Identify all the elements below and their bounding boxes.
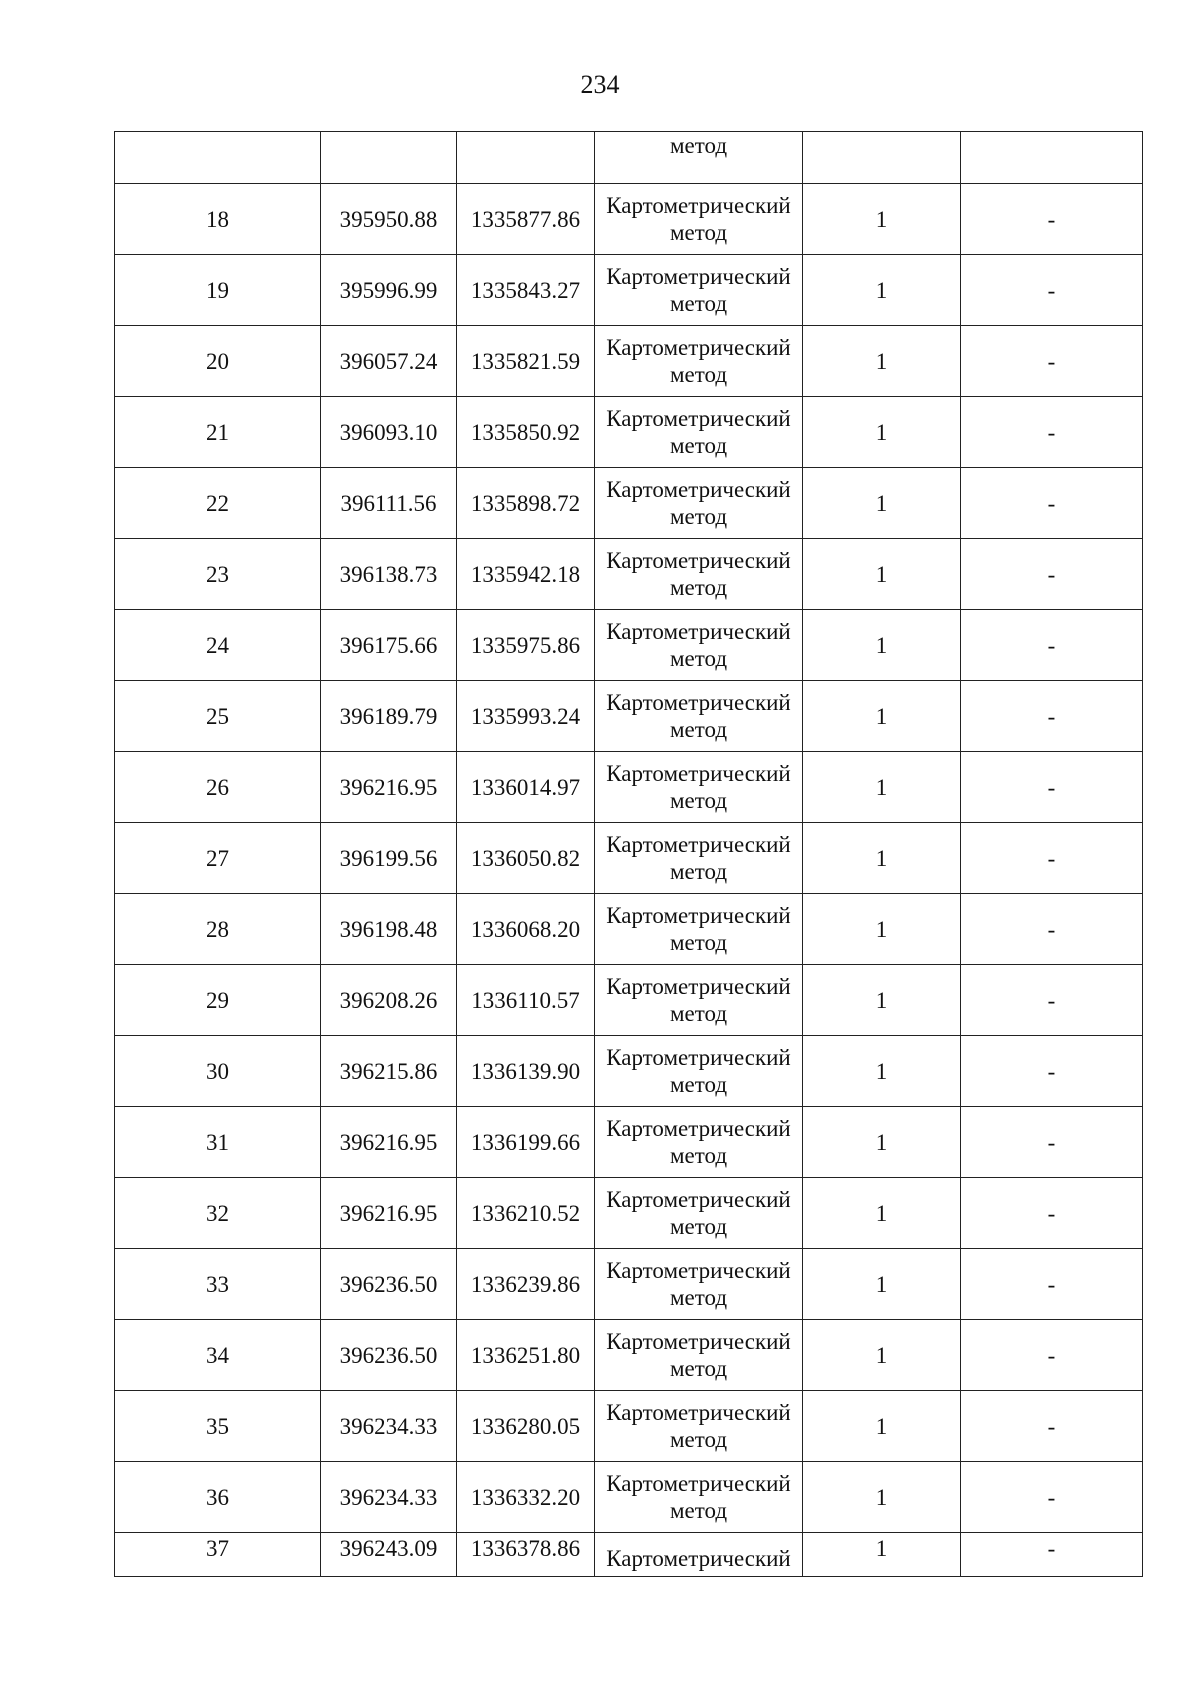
- method-line-2: метод: [669, 504, 728, 529]
- method-line-1: Картометрический: [606, 690, 791, 715]
- method-line-2: метод: [669, 1072, 728, 1097]
- method-cell: [595, 681, 803, 752]
- y-coordinate-cell: 1336251.80: [457, 1320, 595, 1391]
- y-coordinate-cell: 1336239.86: [457, 1249, 595, 1320]
- accuracy-cell: 1: [803, 965, 961, 1036]
- table-row: [115, 326, 1143, 397]
- method-line-2: метод: [669, 788, 728, 813]
- method-line-1: Картометрический: [606, 1045, 791, 1070]
- method-line-1: Картометрический: [606, 264, 791, 289]
- method-line-1: Картометрический: [606, 1400, 791, 1425]
- x-coordinate-cell: 396215.86: [321, 1036, 457, 1107]
- table-row: [115, 1107, 1143, 1178]
- table-row: [115, 468, 1143, 539]
- y-coordinate-cell: 1336332.20: [457, 1462, 595, 1533]
- accuracy-cell: 1: [803, 1391, 961, 1462]
- note-cell: -: [961, 965, 1143, 1036]
- method-line-2: метод: [669, 1143, 728, 1168]
- point-number-cell: 33: [115, 1249, 321, 1320]
- x-coordinate-cell: 395950.88: [321, 184, 457, 255]
- note-cell: -: [961, 326, 1143, 397]
- x-coordinate-cell: 396198.48: [321, 894, 457, 965]
- method-line-2: метод: [669, 859, 728, 884]
- point-number-cell: 23: [115, 539, 321, 610]
- method-cell: [595, 752, 803, 823]
- accuracy-cell: 1: [803, 1036, 961, 1107]
- method-line-1: Картометрический: [606, 1546, 791, 1571]
- table-row: [115, 255, 1143, 326]
- accuracy-cell: 1: [803, 326, 961, 397]
- y-coordinate-cell: 1335975.86: [457, 610, 595, 681]
- point-number-cell: 28: [115, 894, 321, 965]
- x-coordinate-cell: 396216.95: [321, 752, 457, 823]
- accuracy-cell: 1: [803, 1178, 961, 1249]
- accuracy-cell: [803, 132, 961, 184]
- y-coordinate-cell: 1336068.20: [457, 894, 595, 965]
- table-row: [115, 823, 1143, 894]
- method-cell: [595, 610, 803, 681]
- accuracy-cell: 1: [803, 1107, 961, 1178]
- point-number-cell: 24: [115, 610, 321, 681]
- y-coordinate-cell: 1336199.66: [457, 1107, 595, 1178]
- point-number-cell: 37: [115, 1533, 321, 1577]
- accuracy-cell: 1: [803, 255, 961, 326]
- page-number: 234: [580, 70, 620, 99]
- method-line-2: метод: [669, 362, 728, 387]
- note-cell: -: [961, 1036, 1143, 1107]
- x-coordinate-cell: 396216.95: [321, 1178, 457, 1249]
- method-cell: метод: [595, 132, 803, 184]
- note-cell: -: [961, 1178, 1143, 1249]
- y-coordinate-cell: 1335942.18: [457, 539, 595, 610]
- point-number-cell: 26: [115, 752, 321, 823]
- coordinates-table: [114, 131, 1143, 1577]
- accuracy-cell: 1: [803, 1533, 961, 1577]
- point-number-cell: 22: [115, 468, 321, 539]
- point-number-cell: 32: [115, 1178, 321, 1249]
- method-line-1: Картометрический: [606, 1187, 791, 1212]
- accuracy-cell: 1: [803, 184, 961, 255]
- y-coordinate-cell: 1335993.24: [457, 681, 595, 752]
- method-cell: [595, 468, 803, 539]
- method-cell: [595, 1533, 803, 1577]
- x-coordinate-cell: 396189.79: [321, 681, 457, 752]
- table-row: [115, 1178, 1143, 1249]
- x-coordinate-cell: 396093.10: [321, 397, 457, 468]
- table-row-partial: [115, 1533, 1143, 1577]
- note-cell: -: [961, 610, 1143, 681]
- method-line-1: Картометрический: [606, 477, 791, 502]
- point-number-cell: 36: [115, 1462, 321, 1533]
- method-line-1: Картометрический: [606, 1329, 791, 1354]
- x-coordinate-cell: 396236.50: [321, 1320, 457, 1391]
- method-line-1: Картометрический: [606, 548, 791, 573]
- method-line-1: Картометрический: [606, 1258, 791, 1283]
- point-number-cell: 19: [115, 255, 321, 326]
- point-number-cell: 25: [115, 681, 321, 752]
- y-coordinate-cell: 1336110.57: [457, 965, 595, 1036]
- accuracy-cell: 1: [803, 1462, 961, 1533]
- method-cell: [595, 184, 803, 255]
- method-line-2: метод: [669, 1001, 728, 1026]
- table-row: [115, 1320, 1143, 1391]
- point-number-cell: 20: [115, 326, 321, 397]
- method-cell: [595, 326, 803, 397]
- method-line-1: Картометрический: [606, 619, 791, 644]
- note-cell: -: [961, 1320, 1143, 1391]
- method-line-1: Картометрический: [606, 335, 791, 360]
- x-coordinate-cell: [321, 132, 457, 184]
- method-cell: [595, 823, 803, 894]
- table-row: [115, 1036, 1143, 1107]
- y-coordinate-cell: 1335850.92: [457, 397, 595, 468]
- x-coordinate-cell: 396057.24: [321, 326, 457, 397]
- method-line-2: метод: [669, 1214, 728, 1239]
- table-row: [115, 397, 1143, 468]
- y-coordinate-cell: 1335877.86: [457, 184, 595, 255]
- method-cell: [595, 1249, 803, 1320]
- method-line-1: Картометрический: [606, 406, 791, 431]
- method-line-2: метод: [669, 1356, 728, 1381]
- method-line-2: метод: [669, 291, 728, 316]
- method-cell: [595, 1107, 803, 1178]
- point-number-cell: [115, 132, 321, 184]
- accuracy-cell: 1: [803, 397, 961, 468]
- point-number-cell: 21: [115, 397, 321, 468]
- x-coordinate-cell: 396199.56: [321, 823, 457, 894]
- accuracy-cell: 1: [803, 610, 961, 681]
- table-row: [115, 184, 1143, 255]
- table-row: [115, 752, 1143, 823]
- note-cell: -: [961, 894, 1143, 965]
- point-number-cell: 27: [115, 823, 321, 894]
- accuracy-cell: 1: [803, 1249, 961, 1320]
- method-line-2: метод: [669, 646, 728, 671]
- y-coordinate-cell: 1336378.86: [457, 1533, 595, 1577]
- table-row: [115, 965, 1143, 1036]
- method-line-2: метод: [669, 930, 728, 955]
- y-coordinate-cell: [457, 132, 595, 184]
- note-cell: -: [961, 1107, 1143, 1178]
- x-coordinate-cell: 396234.33: [321, 1391, 457, 1462]
- table-row: [115, 1391, 1143, 1462]
- point-number-cell: 29: [115, 965, 321, 1036]
- point-number-cell: 18: [115, 184, 321, 255]
- y-coordinate-cell: 1336139.90: [457, 1036, 595, 1107]
- x-coordinate-cell: 396236.50: [321, 1249, 457, 1320]
- method-cell: [595, 1320, 803, 1391]
- table-row-continued: [115, 132, 1143, 184]
- table-row: [115, 681, 1143, 752]
- method-cell: [595, 539, 803, 610]
- point-number-cell: 34: [115, 1320, 321, 1391]
- method-line-2: метод: [669, 220, 728, 245]
- note-cell: -: [961, 823, 1143, 894]
- note-cell: -: [961, 184, 1143, 255]
- point-number-cell: 35: [115, 1391, 321, 1462]
- point-number-cell: 30: [115, 1036, 321, 1107]
- x-coordinate-cell: 396243.09: [321, 1533, 457, 1577]
- x-coordinate-cell: 396234.33: [321, 1462, 457, 1533]
- note-cell: [961, 132, 1143, 184]
- point-number-cell: 31: [115, 1107, 321, 1178]
- method-cell: [595, 1036, 803, 1107]
- x-coordinate-cell: 396216.95: [321, 1107, 457, 1178]
- method-cell: [595, 1462, 803, 1533]
- x-coordinate-cell: 396175.66: [321, 610, 457, 681]
- accuracy-cell: 1: [803, 823, 961, 894]
- method-line-1: Картометрический: [606, 193, 791, 218]
- y-coordinate-cell: 1336050.82: [457, 823, 595, 894]
- method-line-1: Картометрический: [606, 761, 791, 786]
- method-line-1: Картометрический: [606, 832, 791, 857]
- note-cell: -: [961, 1249, 1143, 1320]
- y-coordinate-cell: 1336280.05: [457, 1391, 595, 1462]
- x-coordinate-cell: 396208.26: [321, 965, 457, 1036]
- method-cell: [595, 397, 803, 468]
- method-cell: [595, 255, 803, 326]
- y-coordinate-cell: 1335821.59: [457, 326, 595, 397]
- method-line-1: Картометрический: [606, 974, 791, 999]
- note-cell: -: [961, 752, 1143, 823]
- method-line-2: метод: [669, 1498, 728, 1523]
- table-row: [115, 539, 1143, 610]
- y-coordinate-cell: 1336014.97: [457, 752, 595, 823]
- method-line-1: Картометрический: [606, 1116, 791, 1141]
- table-row: [115, 1462, 1143, 1533]
- x-coordinate-cell: 396138.73: [321, 539, 457, 610]
- method-line-2: метод: [669, 575, 728, 600]
- method-cell: [595, 894, 803, 965]
- table-row: [115, 894, 1143, 965]
- note-cell: -: [961, 1391, 1143, 1462]
- method-line-2: метод: [669, 433, 728, 458]
- table-row: [115, 1249, 1143, 1320]
- method-cell: [595, 1391, 803, 1462]
- accuracy-cell: 1: [803, 1320, 961, 1391]
- accuracy-cell: 1: [803, 894, 961, 965]
- accuracy-cell: 1: [803, 468, 961, 539]
- y-coordinate-cell: 1335898.72: [457, 468, 595, 539]
- method-line-2: метод: [669, 717, 728, 742]
- method-line-2: метод: [669, 1285, 728, 1310]
- table-row: [115, 610, 1143, 681]
- y-coordinate-cell: 1335843.27: [457, 255, 595, 326]
- x-coordinate-cell: 396111.56: [321, 468, 457, 539]
- y-coordinate-cell: 1336210.52: [457, 1178, 595, 1249]
- note-cell: -: [961, 681, 1143, 752]
- note-cell: -: [961, 539, 1143, 610]
- method-line-1: Картометрический: [606, 1471, 791, 1496]
- method-cell: [595, 1178, 803, 1249]
- note-cell: -: [961, 468, 1143, 539]
- accuracy-cell: 1: [803, 681, 961, 752]
- method-cell: [595, 965, 803, 1036]
- note-cell: -: [961, 1462, 1143, 1533]
- accuracy-cell: 1: [803, 539, 961, 610]
- note-cell: -: [961, 397, 1143, 468]
- note-cell: -: [961, 1533, 1143, 1577]
- x-coordinate-cell: 395996.99: [321, 255, 457, 326]
- method-line-1: Картометрический: [606, 903, 791, 928]
- method-line-2: метод: [669, 1427, 728, 1452]
- accuracy-cell: 1: [803, 752, 961, 823]
- note-cell: -: [961, 255, 1143, 326]
